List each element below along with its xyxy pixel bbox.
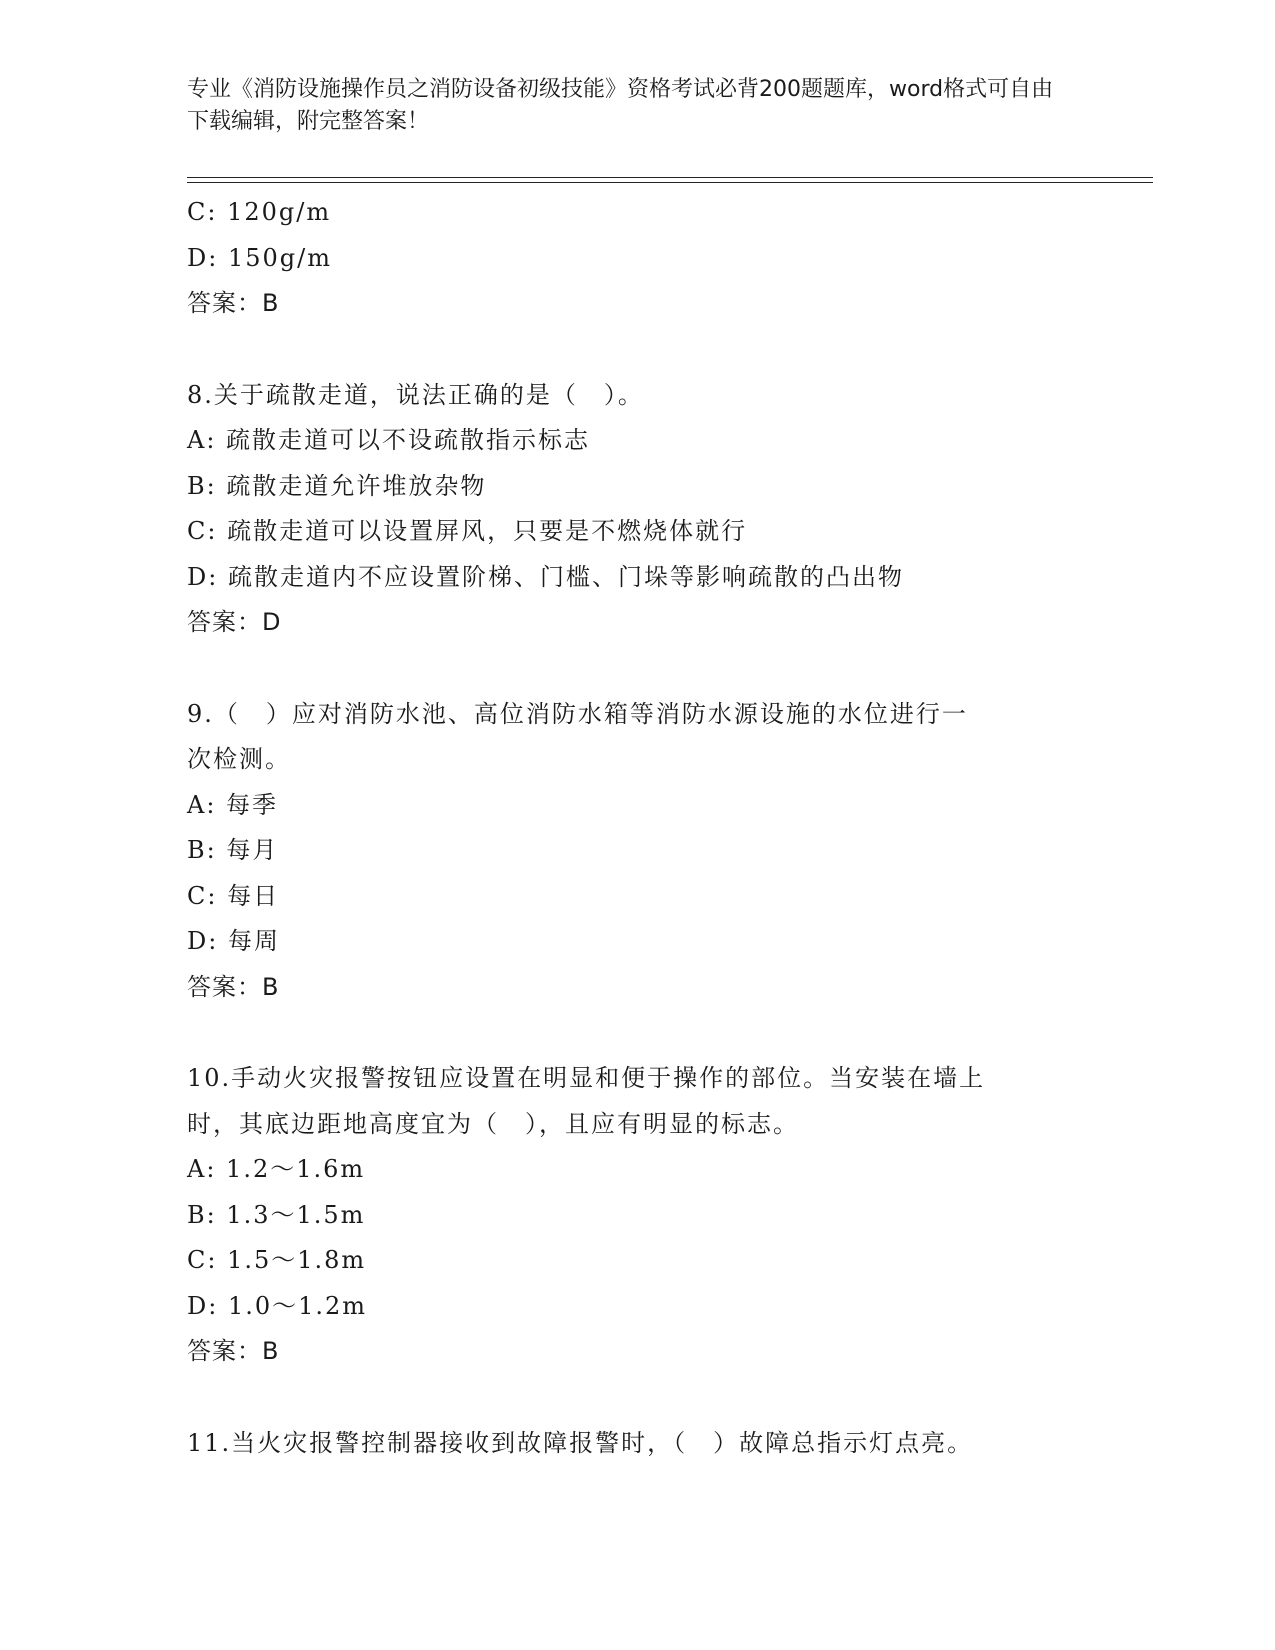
answer-text: 答案：B xyxy=(187,972,280,1001)
spacer xyxy=(187,327,1087,373)
option-d: D: 疏散走道内不应设置阶梯、门槛、门垛等影响疏散的凸出物 xyxy=(187,562,904,591)
option-c: C: 每日 xyxy=(187,881,280,910)
question-item-8 xyxy=(187,373,1087,646)
question-item-11 xyxy=(187,1421,1087,1467)
option-d: D: 150g/m xyxy=(187,243,332,272)
header-divider-top xyxy=(187,177,1153,178)
option-b: B: 每月 xyxy=(187,836,279,864)
question-stem-line-2: 次检测。 xyxy=(187,745,291,773)
option-a: A: 1.2～1.6m xyxy=(187,1155,366,1183)
option-c: C: 1.5～1.8m xyxy=(187,1246,367,1274)
option-c: C: 120g/m xyxy=(187,198,332,226)
question-list xyxy=(187,190,1087,1466)
spacer xyxy=(187,1375,1087,1421)
question-item-10 xyxy=(187,1056,1087,1375)
question-stem-line-2: 时，其底边距地高度宜为（ ），且应有明显的标志。 xyxy=(187,1109,799,1138)
option-a: A: 疏散走道可以不设疏散指示标志 xyxy=(187,426,591,454)
option-b: B: 疏散走道允许堆放杂物 xyxy=(187,471,487,500)
answer-text: 答案：B xyxy=(187,1337,280,1365)
question-stem-line-1: 10.手动火灾报警按钮应设置在明显和便于操作的部位。当安装在墙上 xyxy=(187,1064,986,1092)
option-b: B: 1.3～1.5m xyxy=(187,1200,366,1229)
document-header: 专业《消防设施操作员之消防设备初级技能》资格考试必背200题题库，word格式可自由下载编辑，附完整答案！ xyxy=(187,77,1054,134)
question-item-7 xyxy=(187,190,1087,327)
question-stem: 11.当火灾报警控制器接收到故障报警时，（ ）故障总指示灯点亮。 xyxy=(187,1428,974,1457)
option-d: D: 每周 xyxy=(187,927,280,955)
question-stem-line-1: 9.（ ）应对消防水池、高位消防水箱等消防水源设施的水位进行一 xyxy=(187,699,968,728)
spacer xyxy=(187,1010,1087,1056)
answer-text: 答案：D xyxy=(187,608,282,636)
spacer xyxy=(187,646,1087,692)
header-divider-bottom xyxy=(187,182,1153,183)
answer-text: 答案：B xyxy=(187,289,280,317)
option-a: A: 每季 xyxy=(187,790,279,819)
question-item-9 xyxy=(187,692,1087,1011)
option-d: D: 1.0～1.2m xyxy=(187,1291,368,1320)
option-c: C: 疏散走道可以设置屏风，只要是不燃烧体就行 xyxy=(187,517,748,545)
question-stem: 8.关于疏散走道，说法正确的是（ ）。 xyxy=(187,380,644,409)
